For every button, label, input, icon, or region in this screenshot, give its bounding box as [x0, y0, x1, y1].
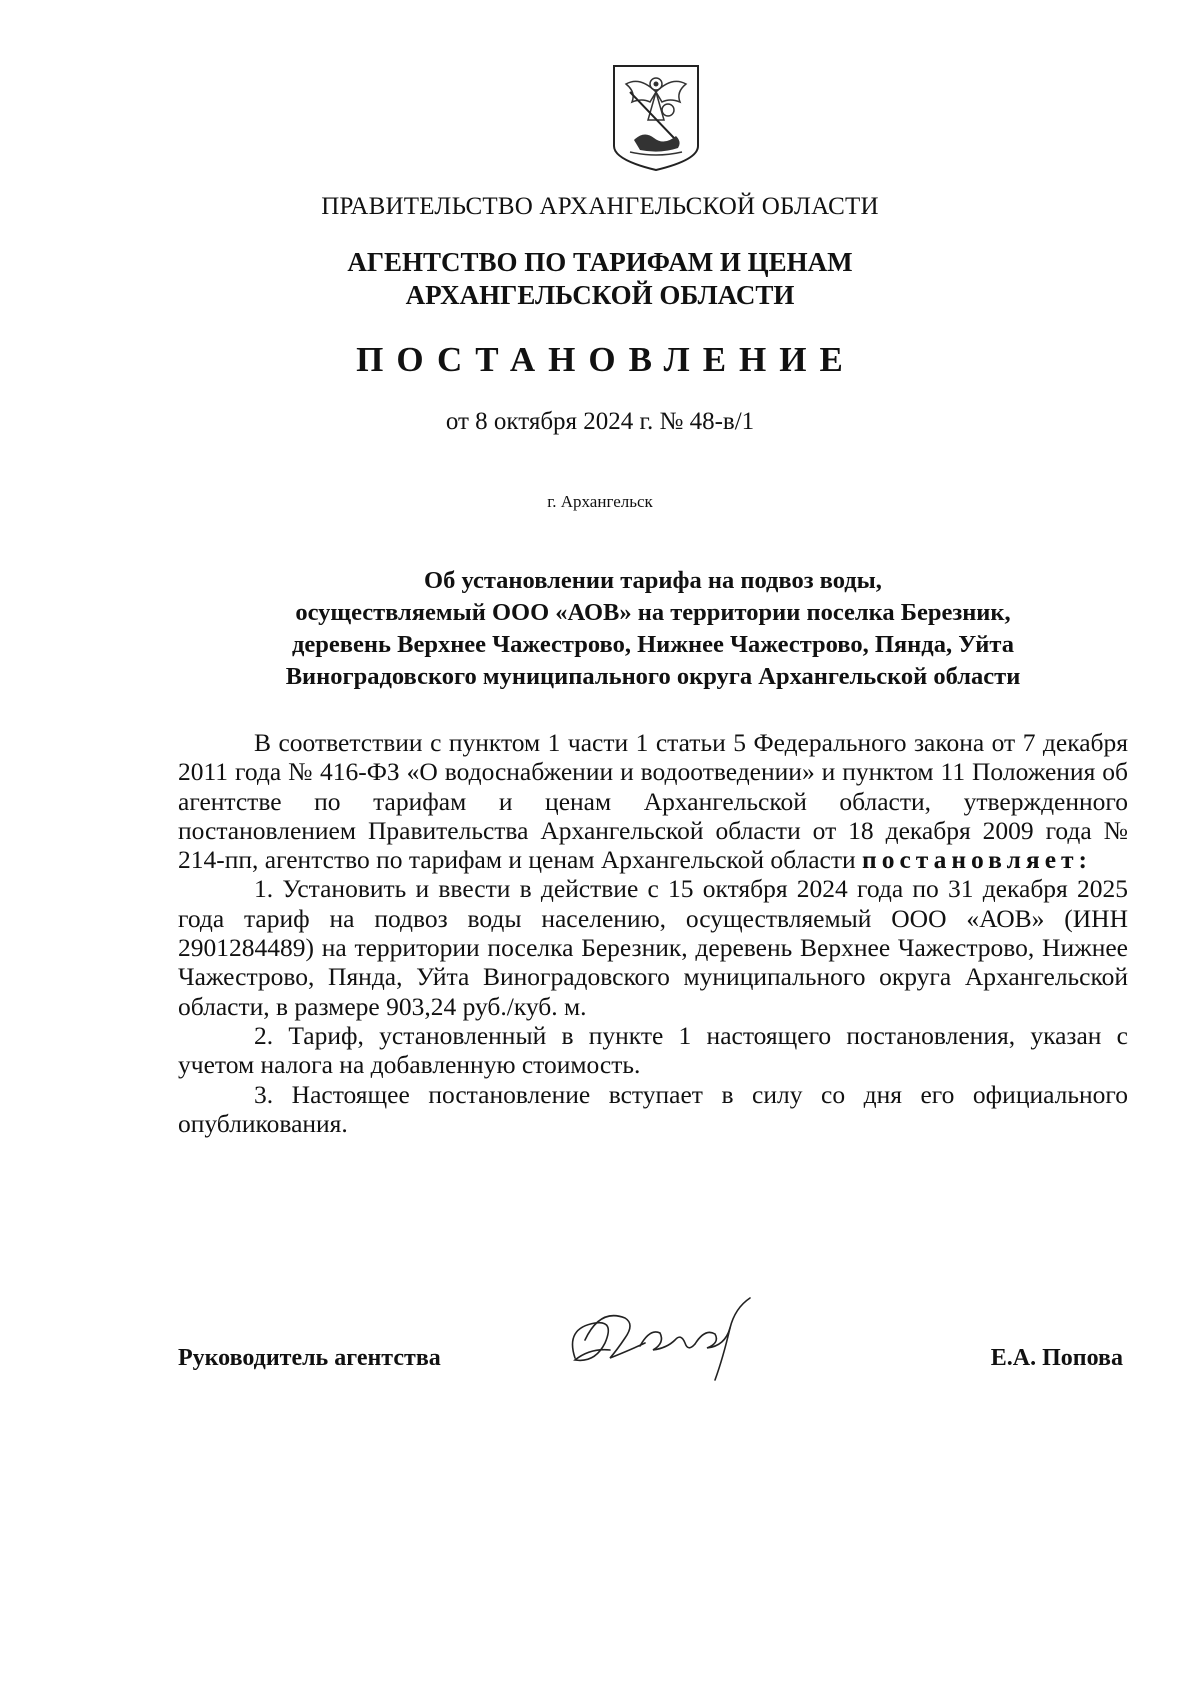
coat-of-arms-icon [610, 62, 702, 174]
signatory-position: Руководитель агентства [178, 1345, 441, 1371]
title-line2: осуществляемый ООО «АОВ» на территории поселка Березник, [295, 599, 1011, 626]
preamble-paragraph [178, 728, 1128, 874]
document-title [178, 565, 1128, 693]
agency-name-line1: АГЕНТСТВО ПО ТАРИФАМ И ЦЕНАМ [347, 247, 853, 277]
title-line3: деревень Верхнее Чажестрово, Нижнее Чажестрово, Пянда, Уйта [292, 631, 1014, 658]
signatory-name: Е.А. Попова [990, 1345, 1123, 1371]
item-1: 1. Установить и ввести в действие с 15 октября 2024 года по 31 декабря 2025 года тариф на подвоз воды населению, осуществляемый ООО «АОВ» (ИНН 2901284489) на территории поселка Березник, деревень Верхнее Чажестрово, Нижнее Чажестрово, Пянда, Уйта Виноградовского муниципального округа Архангельской области, в размере 903,24 руб./куб. м. [178, 874, 1128, 1021]
handwritten-signature-icon [555, 1288, 775, 1398]
title-line1: Об установлении тарифа на подвоз воды, [424, 567, 882, 594]
document-date-number: от 8 октября 2024 г. № 48-в/1 [445, 408, 755, 435]
document-body [178, 728, 1128, 1138]
item-2: 2. Тариф, установленный в пункте 1 настоящего постановления, указан с учетом налога на добавленную стоимость. [178, 1020, 1128, 1080]
decree-word: постановляет: [862, 845, 1093, 875]
preamble-text: В соответствии с пунктом 1 части 1 статьи 5 Федерального закона от 7 декабря 2011 года № 416-ФЗ «О водоснабжении и водоотведении» и пунктом 11 Положения об агентстве по тарифам и ценам Архангельской области, утвержденного постановлением Правительства Архангельской области от 18 декабря 2009 года № 214-пп, агентство по тарифам и ценам Архангельской области [178, 728, 1128, 875]
government-name: ПРАВИТЕЛЬСТВО АРХАНГЕЛЬСКОЙ ОБЛАСТИ [321, 193, 879, 220]
document-city: г. Архангельск [547, 492, 653, 511]
agency-name-line2: АРХАНГЕЛЬСКОЙ ОБЛАСТИ [405, 280, 795, 310]
document-type: ПОСТАНОВЛЕНИЕ [356, 340, 856, 379]
item-3: 3. Настоящее постановление вступает в силу со дня его официального опубликования. [178, 1079, 1128, 1138]
title-line4: Виноградовского муниципального округа Архангельской области [285, 663, 1021, 690]
agency-name [0, 246, 1200, 312]
